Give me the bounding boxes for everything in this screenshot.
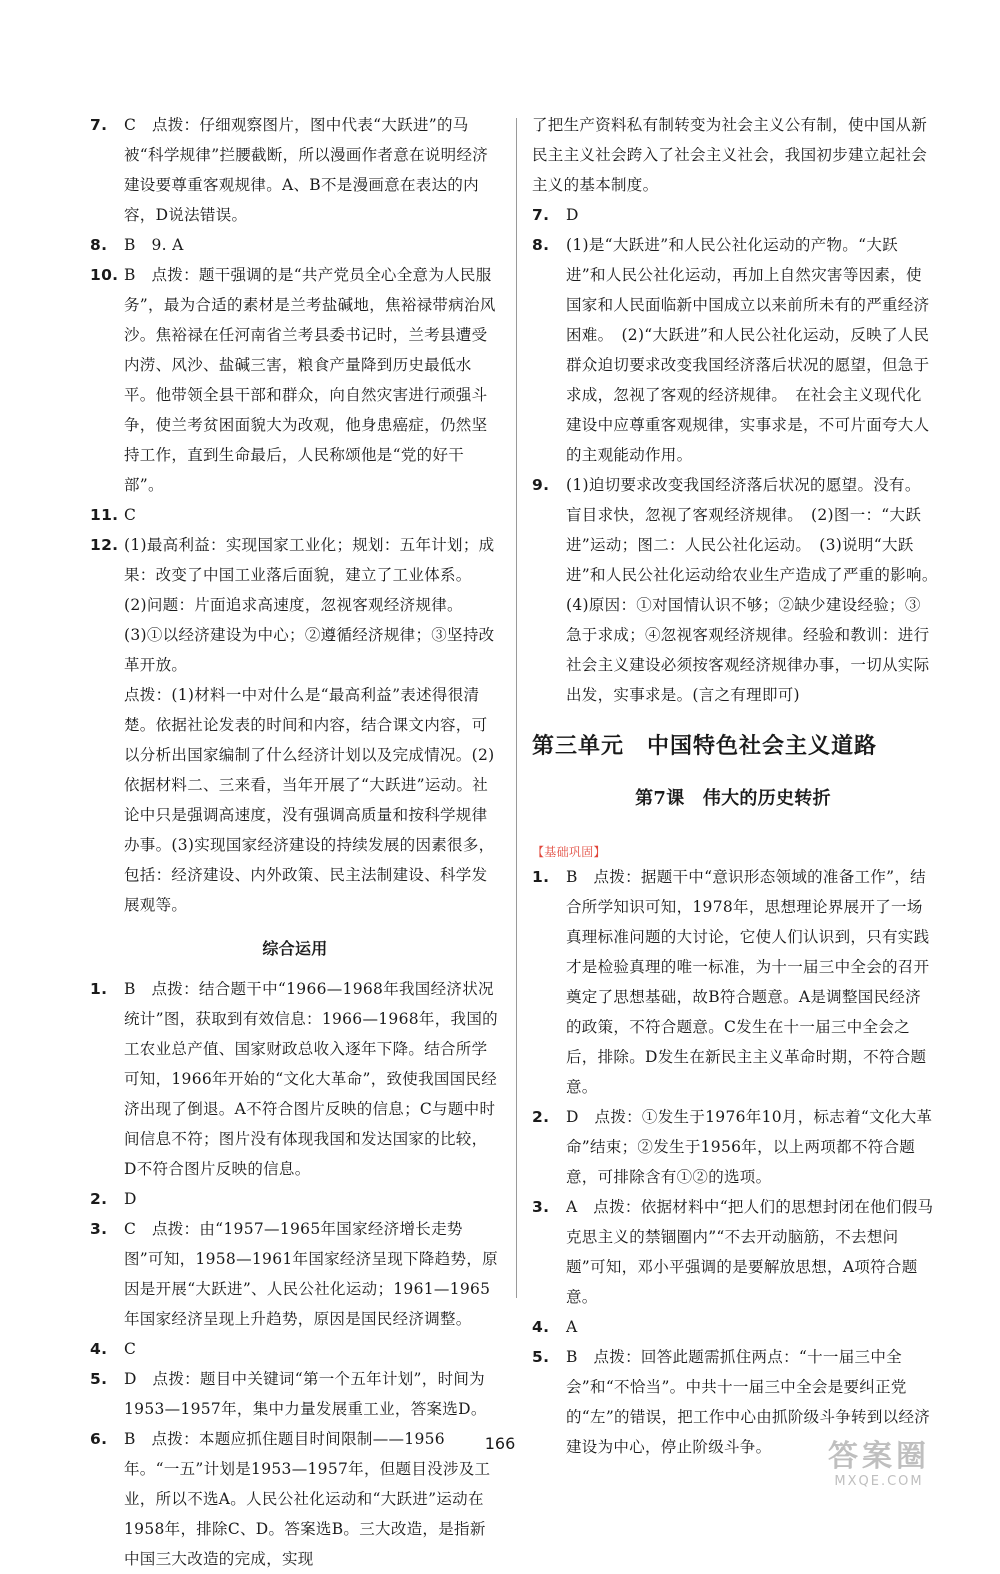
answer-number: 2. xyxy=(532,1108,550,1126)
answer-number: 5. xyxy=(532,1348,550,1366)
answer-item xyxy=(90,680,500,920)
answer-item xyxy=(90,1364,500,1424)
answer-text: C xyxy=(124,506,137,524)
answer-text: B 点拨：结合题干中“1966—1968年我国经济状况统计”图，获取到有效信息：1966—1968年，我国的工农业总产值、国家财政总收入逐年下降。结合所学可知，1966年开始的“文化大革命”，致使我国国民经济出现了倒退。A不符合图片反映的信息；C与题中时间信息不符；图片没有体现我国和发达国家的比较，D不符合图片反映的信息。 xyxy=(124,980,498,1178)
answer-number: 7. xyxy=(532,206,550,224)
answer-text: (1)是“大跃进”和人民公社化运动的产物。“大跃进”和人民公社化运动，再加上自然灾害等因素，使国家和人民面临新中国成立以来前所未有的严重经济困难。 (2)“大跃进”和人民公社化运动，反映了人民群众迫切要求改变我国经济落后状况的愿望，但急于求成，忽视了客观的经济规律。 在社会主义现代化建设中应尊重客观规律，实事求是，不可片面夸大人的主观能动作用。 xyxy=(566,236,930,464)
answer-item xyxy=(90,500,500,530)
answer-item xyxy=(90,260,500,500)
left-answers-block xyxy=(90,110,500,920)
answer-number: 8. xyxy=(532,236,550,254)
answer-item xyxy=(90,530,500,680)
unit-title: 第三单元 中国特色社会主义道路 xyxy=(532,734,878,759)
answer-item xyxy=(90,1334,500,1364)
answer-text: B 点拨：本题应抓住题目时间限制——1956年。“一五”计划是1953—1957年，但题目没涉及工业，所以不选A。人民公社化运动和“大跃进”运动在1958年，排除C、D。答案选B。三大改造，是指新中国三大改造的完成，实现 xyxy=(124,1430,491,1568)
answer-number: 9. xyxy=(532,476,550,494)
answer-item xyxy=(90,974,500,1184)
answer-number: 8. xyxy=(90,236,108,254)
watermark-sub: MXQE.COM xyxy=(834,1474,924,1489)
answer-number: 6. xyxy=(90,1430,108,1448)
answer-number: 2. xyxy=(90,1190,108,1208)
answer-text: A xyxy=(566,1318,578,1336)
answer-text: 点拨：(1)材料一中对什么是“最高利益”表述得很清楚。依据社论发表的时间和内容，结合课文内容，可以分析出国家编制了什么经济计划以及完成情况。(2)依据材料二、三来看，当年开展了“大跃进”运动。社论中只是强调高速度，没有强调高质量和按科学规律办事。(3)实现国家经济建设的持续发展的因素很多，包括：经济建设、内外政策、民主法制建设、科学发展观等。 xyxy=(124,686,495,914)
section-title: 综合运用 xyxy=(262,939,328,958)
right-answers-block xyxy=(532,200,946,710)
answer-item xyxy=(532,470,946,710)
continued-text: 了把生产资料私有制转变为社会主义公有制，使中国从新民主主义社会跨入了社会主义社会，我国初步建立起社会主义的基本制度。 xyxy=(532,116,928,194)
answer-number: 3. xyxy=(532,1198,550,1216)
page-number: 166 xyxy=(484,1434,516,1453)
left-answers-block-2 xyxy=(90,974,500,1574)
answer-number: 3. xyxy=(90,1220,108,1238)
answer-item xyxy=(90,1214,500,1334)
answer-number: 10. xyxy=(90,266,119,284)
answer-number: 5. xyxy=(90,1370,108,1388)
answer-text: B 点拨：据题干中“意识形态领域的准备工作”，结合所学知识可知，1978年，思想理论界展开了一场真理标准问题的大讨论，它使人们认识到，只有实践才是检验真理的唯一标准，为十一届三中全会的召开奠定了思想基础，故B符合题意。A是调整国民经济的政策，不符合题意。C发生在十一届三中全会之后，排除。D发生在新民主主义革命时期，不符合题意。 xyxy=(566,868,930,1096)
answer-text: (1)最高利益：实现国家工业化；规划：五年计划；成果：改变了中国工业落后面貌，建立了工业体系。 (2)问题：片面追求高速度，忽视客观经济规律。 (3)①以经济建设为中心；②遵循经济规律；③坚持改革开放。 xyxy=(124,536,495,674)
answer-item xyxy=(532,1312,934,1342)
answer-number: 1. xyxy=(532,868,550,886)
answer-item xyxy=(532,230,934,470)
answer-text: C xyxy=(124,1340,137,1358)
answer-text: D 点拨：题目中关键词“第一个五年计划”，时间为1953—1957年，集中力量发展重工业，答案选D。 xyxy=(124,1370,487,1418)
answer-text: B 点拨：题干强调的是“共产党员全心全意为人民服务”，最为合适的素材是兰考盐碱地，焦裕禄带病治风沙。焦裕禄在任河南省兰考县委书记时，兰考县遭受内涝、风沙、盐碱三害，粮食产量降到历史最低水平。他带领全县干部和群众，向自然灾害进行顽强斗争，使兰考贫困面貌大为改观，他身患癌症，仍然坚持工作，直到生命最后，人民称颂他是“党的好干部”。 xyxy=(124,266,496,494)
answer-item xyxy=(90,110,500,230)
answer-number: 12. xyxy=(90,536,119,554)
answer-number: 7. xyxy=(90,116,108,134)
answer-item xyxy=(90,1184,500,1214)
answer-number: 11. xyxy=(90,506,119,524)
column-divider xyxy=(516,118,517,1298)
watermark-main: 答案圈 xyxy=(828,1439,930,1474)
answer-text: D xyxy=(124,1190,137,1208)
lesson-title: 第7课 伟大的历史转折 xyxy=(635,788,831,809)
answer-item xyxy=(532,1192,934,1312)
answer-text: (1)迫切要求改变我国经济落后状况的愿望。没有。盲目求快，忽视了客观经济规律。 (2)图一：“大跃进”运动；图二：人民公社化运动。 (3)说明“大跃进”和人民公社化运动给农业生产造成了严重的影响。 (4)原因：①对国情认识不够；②缺少建设经验；③急于求成；④忽视客观经济规律。经验和教训：进行社会主义建设必须按客观经济规律办事，一切从实际出发，实事求是。(言之有理即可) xyxy=(566,476,946,704)
right-column xyxy=(532,110,946,1462)
answer-item xyxy=(532,1102,934,1192)
answer-item xyxy=(532,862,934,1102)
answer-text: B 点拨：回答此题需抓住两点：“十一届三中全会”和“不恰当”。中共十一届三中全会是要纠正党的“左”的错误，把工作中心由抓阶级斗争转到以经济建设为中心，停止阶级斗争。 xyxy=(566,1348,931,1456)
answer-text: C 点拨：仔细观察图片，图中代表“大跃进”的马被“科学规律”拦腰截断，所以漫画作者意在说明经济建设要尊重客观规律。A、B不是漫画意在表达的内容，D说法错误。 xyxy=(124,116,489,224)
answer-text: C 点拨：由“1957—1965年国家经济增长走势图”可知，1958—1961年国家经济呈现下降趋势，原因是开展“大跃进”、人民公社化运动；1961—1965年国家经济呈现上升趋势，原因是国民经济调整。 xyxy=(124,1220,498,1328)
answer-text: D xyxy=(566,206,579,224)
answer-text: B 9. A xyxy=(124,236,184,254)
answer-number: 1. xyxy=(90,980,108,998)
section-tag: 【基础巩固】 xyxy=(532,845,606,859)
left-column xyxy=(90,110,500,1574)
answer-item xyxy=(90,230,500,260)
answer-text: A 点拨：依据材料中“把人们的思想封闭在他们假马克思主义的禁锢圈内”“不去开动脑筋，不去想问题”可知，邓小平强调的是要解放思想，A项符合题意。 xyxy=(566,1198,934,1306)
right-answers-block-2 xyxy=(532,862,934,1462)
watermark-logo xyxy=(784,1440,974,1492)
answer-number: 4. xyxy=(90,1340,108,1358)
answer-text: D 点拨：①发生于1976年10月，标志着“文化大革命”结束；②发生于1956年，以上两项都不符合题意，可排除含有①②的选项。 xyxy=(566,1108,933,1186)
answer-number: 4. xyxy=(532,1318,550,1336)
answer-item xyxy=(532,200,934,230)
